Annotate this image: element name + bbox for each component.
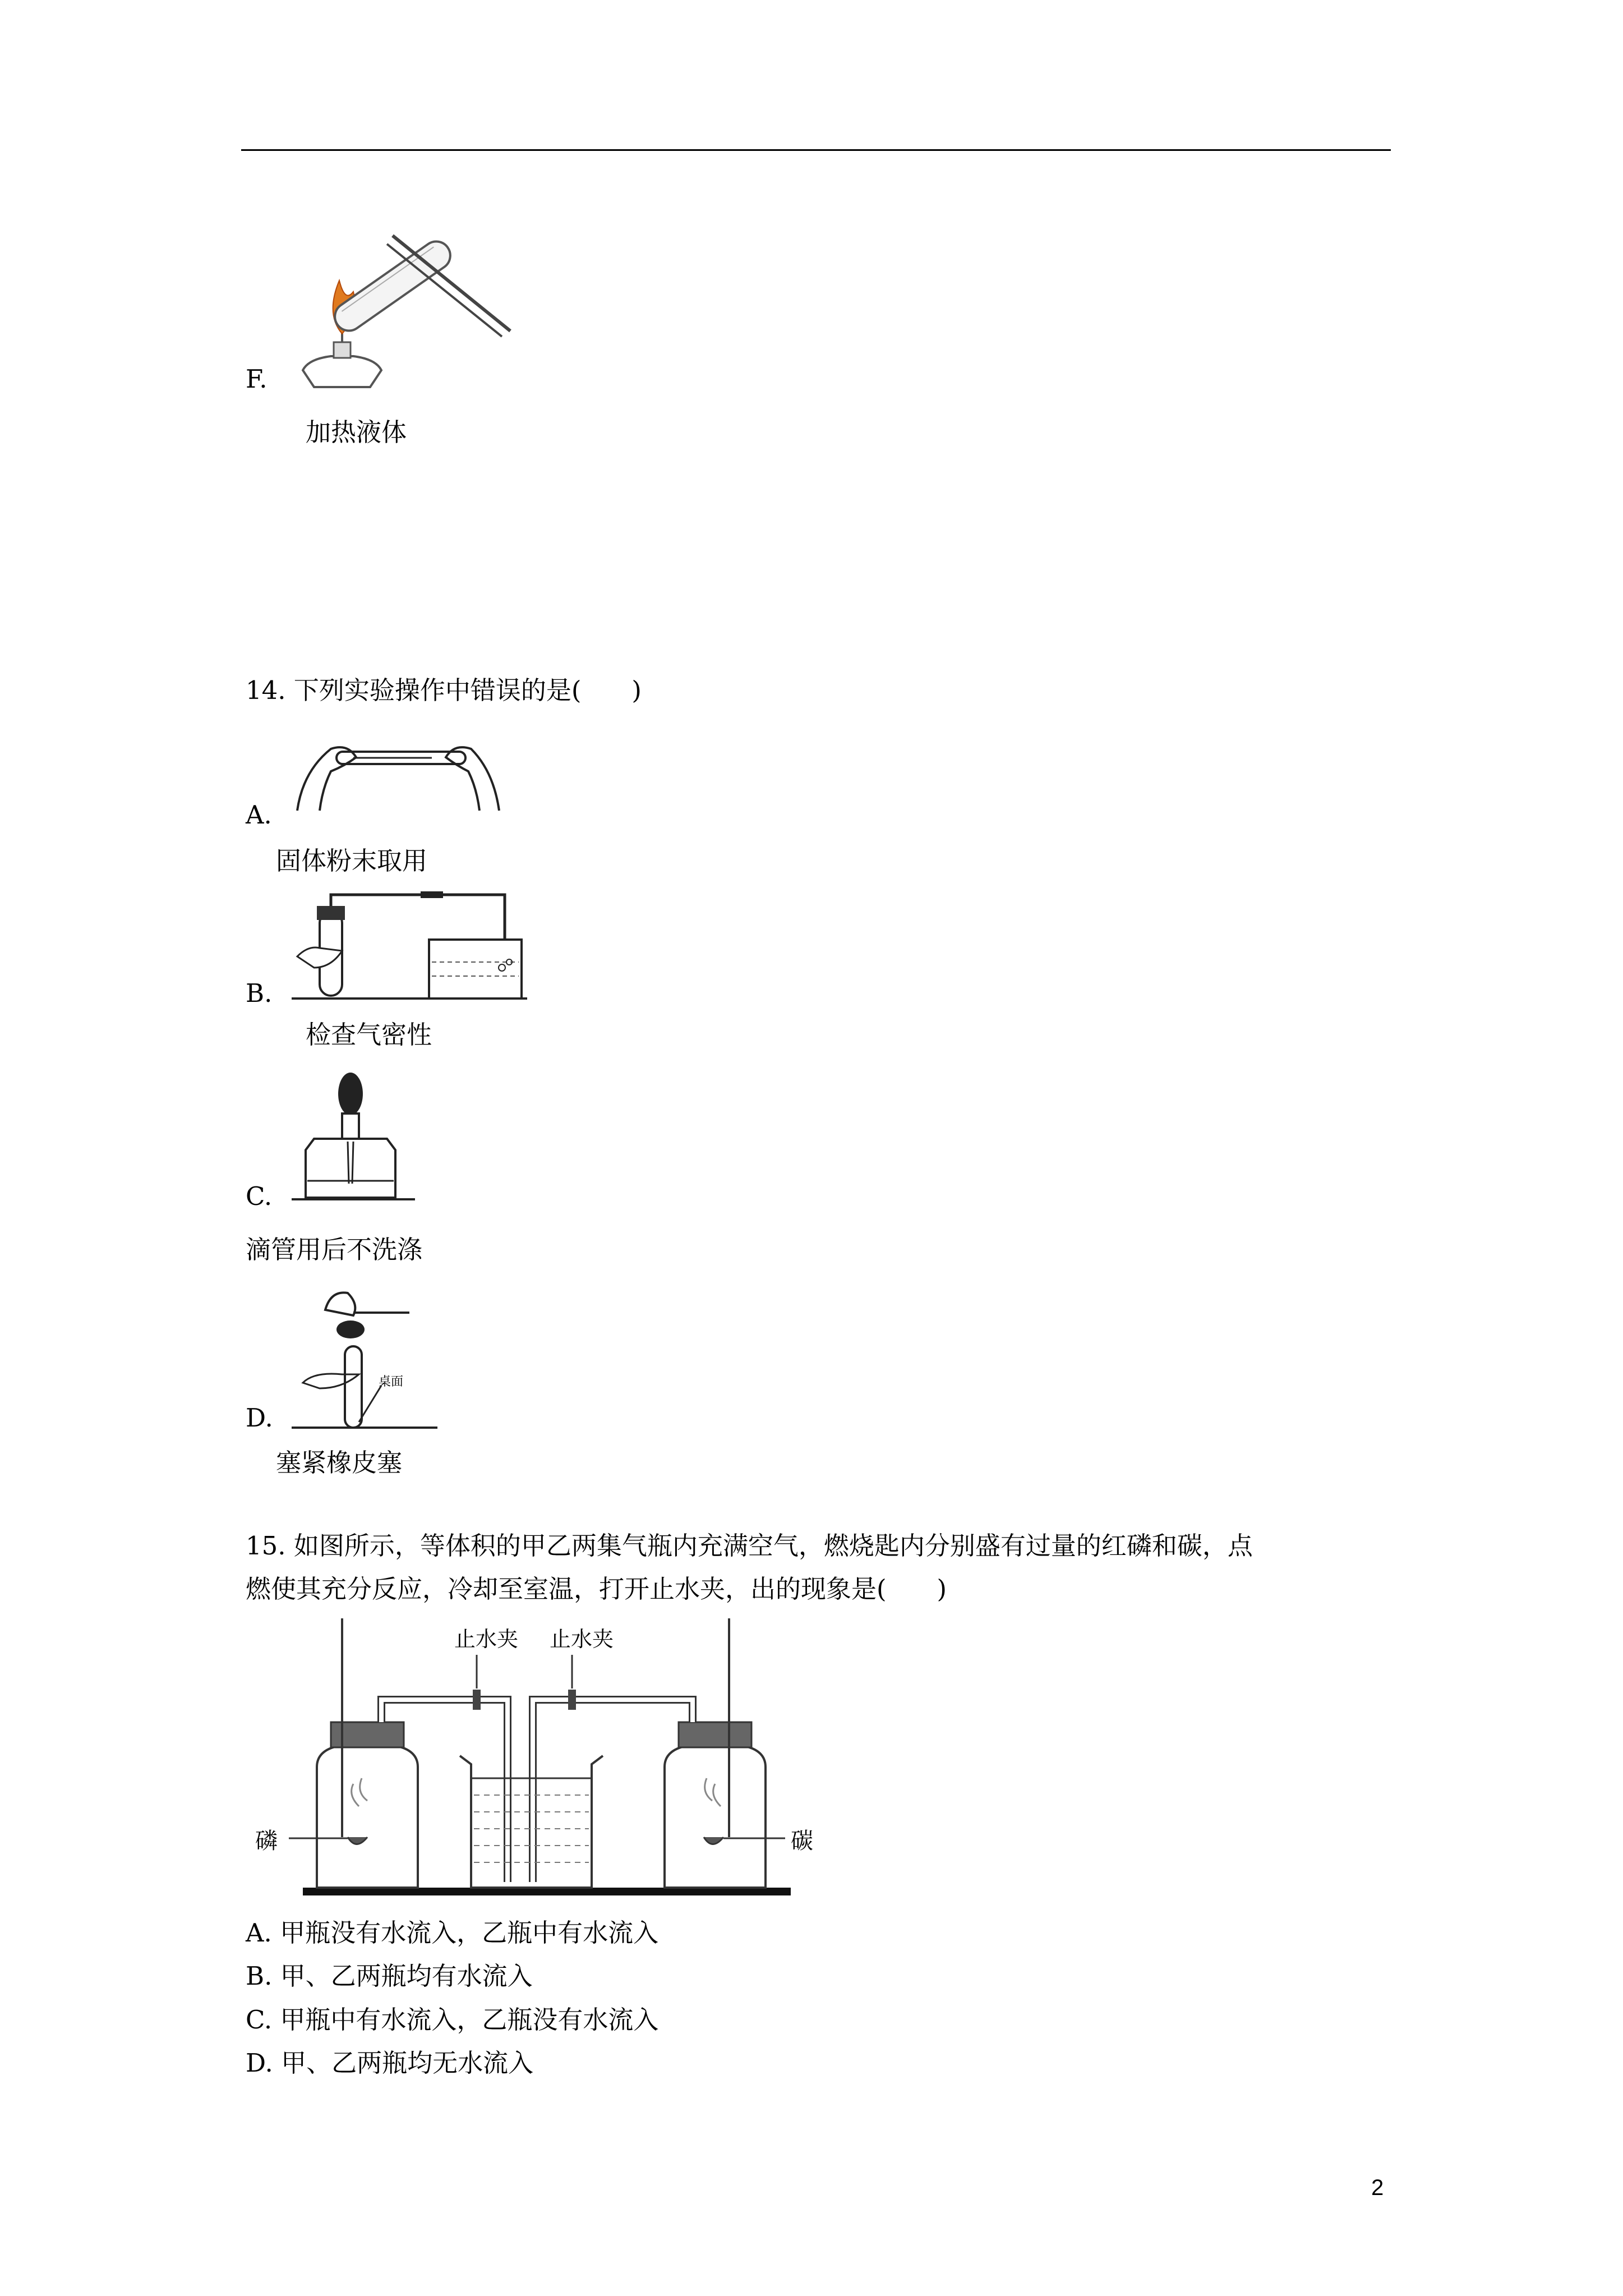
option-f-letter: F.	[246, 364, 268, 394]
option-b-letter: B.	[246, 978, 273, 1008]
option-b-caption: 检查气密性	[306, 1020, 432, 1050]
option-a-letter: A.	[246, 800, 272, 830]
q14-stem: 14. 下列实验操作中错误的是( )	[246, 675, 642, 705]
q15-stem-line1: 15. 如图所示，等体积的甲乙两集气瓶内充满空气，燃烧匙内分别盛有过量的红磷和碳，点	[246, 1531, 1253, 1561]
label-carbon: 碳	[791, 1828, 813, 1854]
figure-solid-powder	[292, 726, 505, 816]
label-phosphorus: 磷	[255, 1828, 278, 1854]
figure-airtightness	[292, 884, 527, 1001]
q15-option-b: B. 甲、乙两瓶均有水流入	[246, 1961, 533, 1991]
q15-option-c: C. 甲瓶中有水流入，乙瓶没有水流入	[246, 2005, 659, 2035]
q15-option-d: D. 甲、乙两瓶均无水流入	[246, 2048, 534, 2078]
q15-option-a: A. 甲瓶没有水流入，乙瓶中有水流入	[246, 1918, 659, 1948]
page-number: 2	[1371, 2175, 1384, 2200]
clip-left-label: 止水夹	[454, 1627, 519, 1651]
clip-right-label: 止水夹	[550, 1627, 614, 1651]
option-c-letter: C.	[246, 1181, 273, 1211]
option-c-caption: 滴管用后不洗涤	[246, 1235, 423, 1264]
figure-rubber-stopper	[292, 1282, 437, 1430]
option-d-letter: D.	[246, 1403, 273, 1433]
figure-label-desk: 桌面	[379, 1375, 404, 1389]
option-d-caption: 塞紧橡皮塞	[276, 1448, 403, 1478]
header-rule	[241, 149, 1391, 151]
figure-dropper	[292, 1071, 415, 1203]
option-f-caption: 加热液体	[306, 417, 407, 447]
figure-gas-bottles	[250, 1616, 827, 1907]
option-a-caption: 固体粉末取用	[276, 846, 428, 876]
q15-stem-line2: 燃使其充分反应，冷却至室温，打开止水夹，出的现象是( )	[246, 1574, 947, 1604]
figure-heating-liquid	[292, 219, 516, 398]
